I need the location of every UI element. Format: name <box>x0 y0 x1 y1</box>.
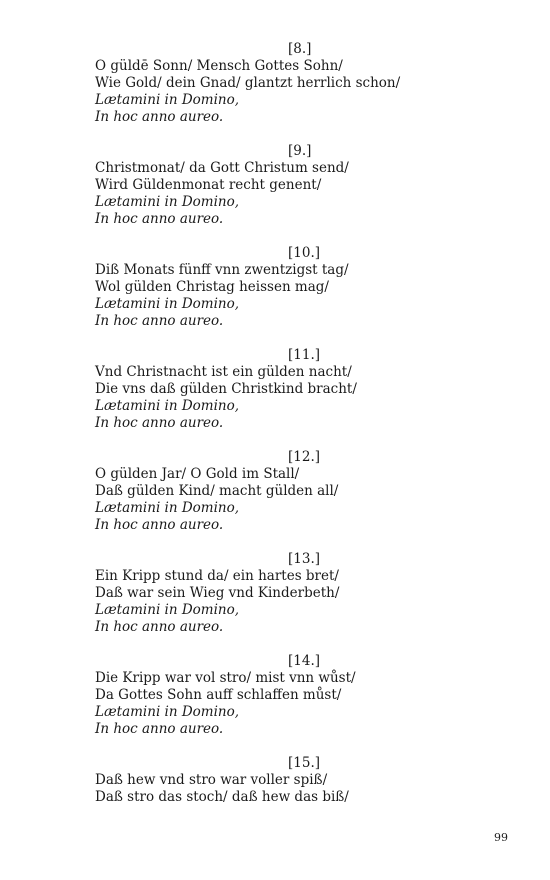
stanza-number: [12.] <box>288 449 321 465</box>
refrain-line: In hoc anno aureo. <box>95 721 224 737</box>
stanza <box>95 449 515 534</box>
verse-line: Daß stro das stoch/ daß hew das biß/ <box>95 789 349 805</box>
stanza-number: [11.] <box>288 347 321 363</box>
refrain-line: Lætamini in Domino, <box>95 194 240 210</box>
stanza <box>95 551 515 636</box>
stanza <box>95 755 515 806</box>
verse-line: Wol gülden Christag heissen mag/ <box>95 279 329 295</box>
refrain-line: Lætamini in Domino, <box>95 398 240 414</box>
verse-line: Christmonat/ da Gott Christum send/ <box>95 160 349 176</box>
verse-line: Daß hew vnd stro war voller spiß/ <box>95 772 328 788</box>
verse-line: Da Gottes Sohn auff schlaffen můst/ <box>95 687 342 703</box>
stanza-number: [14.] <box>288 653 321 669</box>
refrain-line: In hoc anno aureo. <box>95 211 224 227</box>
stanza <box>95 41 515 126</box>
refrain-line: Lætamini in Domino, <box>95 500 240 516</box>
refrain-line: In hoc anno aureo. <box>95 109 224 125</box>
verse-line: Wird Güldenmonat recht genent/ <box>95 177 322 193</box>
refrain-line: Lætamini in Domino, <box>95 704 240 720</box>
stanza <box>95 245 515 330</box>
verse-line: Vnd Christnacht ist ein gülden nacht/ <box>95 364 352 380</box>
refrain-line: In hoc anno aureo. <box>95 415 224 431</box>
verse-line: O gülden Jar/ O Gold im Stall/ <box>95 466 300 482</box>
verse-line: Daß war sein Wieg vnd Kinderbeth/ <box>95 585 340 601</box>
stanza <box>95 653 515 738</box>
stanza <box>95 143 515 228</box>
verse-line: Ein Kripp stund da/ ein hartes bret/ <box>95 568 339 584</box>
verse-line: Diß Monats fünff vnn zwentzigst tag/ <box>95 262 349 278</box>
verse-line: Die Kripp war vol stro/ mist vnn wůst/ <box>95 670 356 686</box>
page-number: 99 <box>494 831 508 844</box>
refrain-line: Lætamini in Domino, <box>95 296 240 312</box>
refrain-line: Lætamini in Domino, <box>95 602 240 618</box>
refrain-line: Lætamini in Domino, <box>95 92 240 108</box>
stanza-number: [10.] <box>288 245 321 261</box>
verse-line: Daß gülden Kind/ macht gülden all/ <box>95 483 339 499</box>
refrain-line: In hoc anno aureo. <box>95 313 224 329</box>
stanza <box>95 347 515 432</box>
refrain-line: In hoc anno aureo. <box>95 619 224 635</box>
verse-line: Die vns daß gülden Christkind bracht/ <box>95 381 357 397</box>
poem-text <box>95 41 515 823</box>
stanza-number: [13.] <box>288 551 321 567</box>
stanza-number: [9.] <box>288 143 312 159</box>
verse-line: O güldē Sonn/ Mensch Gottes Sohn/ <box>95 58 343 74</box>
stanza-number: [8.] <box>288 41 312 57</box>
verse-line: Wie Gold/ dein Gnad/ glantzt herrlich schon/ <box>95 75 401 91</box>
stanza-number: [15.] <box>288 755 321 771</box>
refrain-line: In hoc anno aureo. <box>95 517 224 533</box>
